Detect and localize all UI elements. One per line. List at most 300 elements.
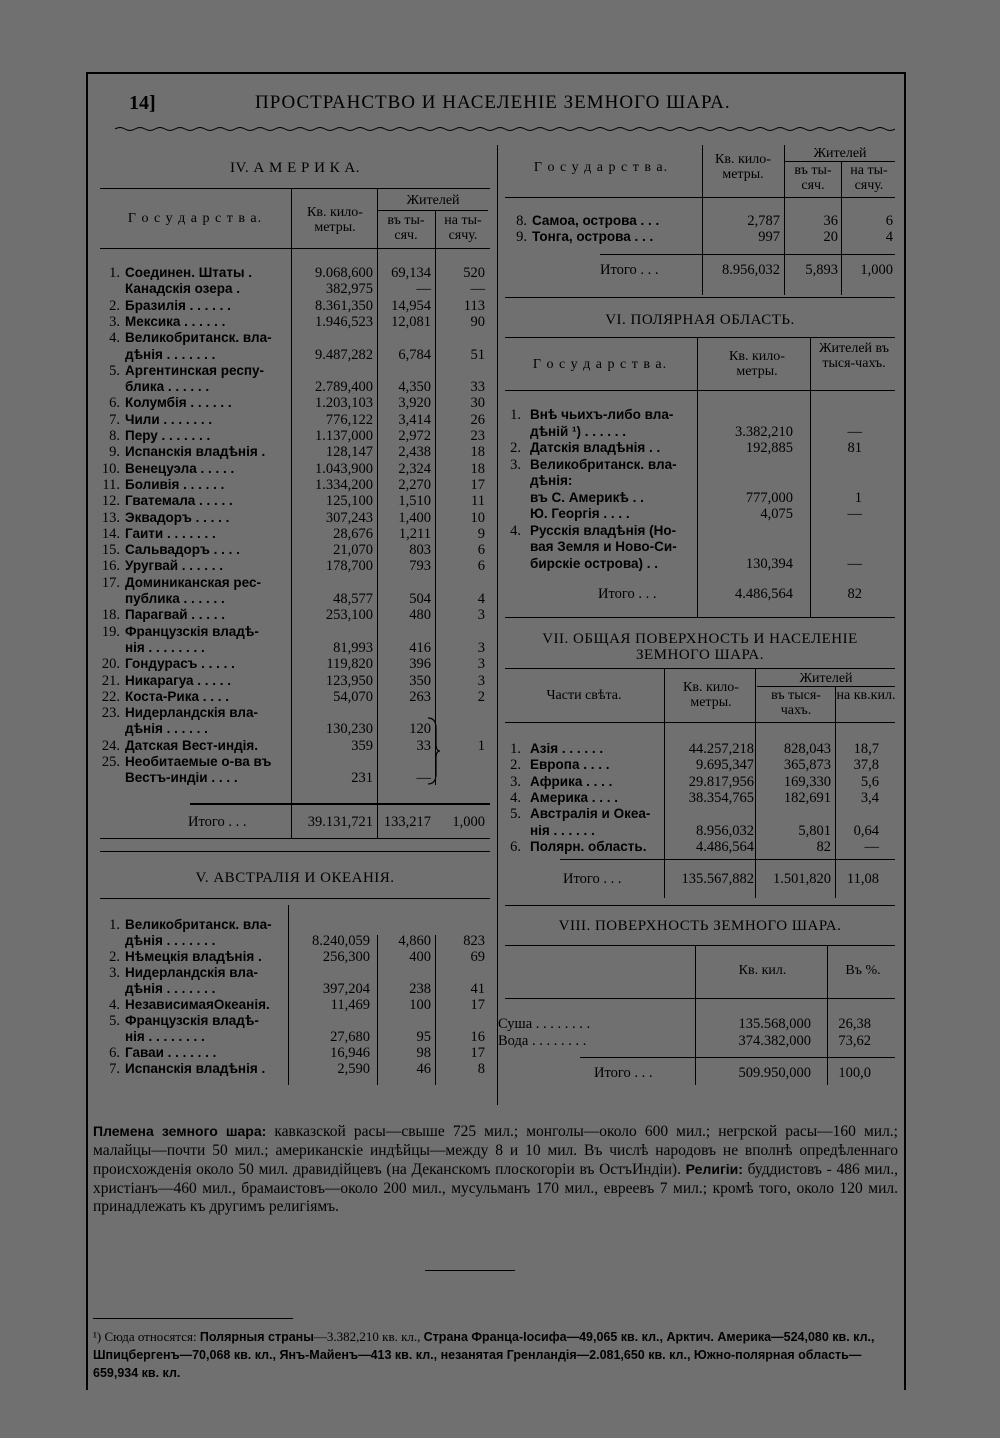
row-per: 6 — [477, 542, 485, 559]
row-th: 2,438 — [398, 444, 431, 461]
rule — [505, 617, 895, 618]
rt-col-thous: въ ты-сяч. — [794, 163, 832, 193]
footnote-rule — [93, 1318, 293, 1319]
rule — [505, 337, 895, 338]
row-km: 38.354,765 — [688, 789, 754, 806]
row-th: — — [847, 506, 862, 522]
row-name: въ С. Америкѣ . . — [530, 489, 644, 505]
page-frame-right — [904, 72, 906, 1390]
row-per: 5,6 — [860, 773, 879, 790]
australia-title: V. АВСТРАЛІЯ И ОКЕАНІЯ. — [195, 870, 395, 886]
row-name: Вода . . . . . . . . — [498, 1032, 587, 1049]
general-col-mil: на кв.кил. — [836, 688, 896, 703]
row-th: 98 — [416, 1045, 431, 1061]
row-number: 23. — [101, 705, 120, 722]
rule — [560, 859, 895, 860]
general-col-inhab: Жителей — [799, 671, 853, 686]
row-number: 8. — [109, 428, 120, 444]
rule — [190, 803, 490, 805]
row-name: нія . . . . . . — [530, 822, 595, 838]
row-number: 6. — [109, 1045, 120, 1061]
row-per: 6 — [477, 558, 485, 575]
footnote-bold-2: Страна Франца-Іосифа—49,065 кв. кл., Арктич. Америка—524,080 кв. кл., Шпицбергенъ—70,068 кв. кл., Янъ-Майенъ—413 кв. кл., незанятая Гренландія—2.081,650 кв. кл., Южно-полярная область—659,934 кв. кл. — [93, 1330, 875, 1380]
general-total-per: 11,08 — [846, 871, 879, 887]
center-divider — [497, 145, 498, 1105]
row-km: 130,394 — [745, 555, 793, 572]
row-name: Колумбія . . . . . . — [125, 395, 232, 411]
row-name: Африка . . . . — [530, 773, 613, 789]
row-name: Азія . . . . . . — [530, 741, 604, 756]
row-km: 397,204 — [322, 981, 370, 997]
tribes-religions-paragraph — [93, 1122, 898, 1217]
row-per: 26 — [470, 411, 485, 428]
general-title: VII. ОБЩАЯ ПОВЕРХНОСТЬ И НАСЕЛЕНІЕ ЗЕМНОГО ШАРА. — [542, 631, 858, 663]
row-km: 9.487,282 — [315, 346, 373, 363]
row-per: 3 — [477, 639, 485, 656]
row-name: вая Земля и Ново-Си- — [530, 539, 677, 554]
rule — [580, 1057, 895, 1058]
row-per: 30 — [470, 395, 485, 412]
row-th: 2,270 — [398, 476, 431, 493]
general-col-part: Части свѣта. — [546, 688, 622, 703]
row-name: Русскія владѣнія (Но- — [530, 522, 677, 538]
row-th: 4,860 — [398, 933, 431, 949]
row-name: Мексика . . . . . . — [125, 313, 226, 329]
polar-title: VI. ПОЛЯРНАЯ ОБЛАСТЬ. — [605, 312, 795, 328]
row-th: 20 — [823, 229, 838, 245]
row-th: 263 — [409, 688, 431, 705]
row-name: Испанскія владѣнія . — [125, 1061, 266, 1076]
row-km: 776,122 — [325, 411, 373, 428]
row-number: 1. — [510, 741, 521, 757]
row-name: Коста-Рика . . . . — [125, 688, 230, 704]
row-th: 3,414 — [398, 411, 431, 428]
row-number: 11. — [102, 476, 120, 493]
rt-col-km: Кв. кило-метры. — [715, 152, 771, 182]
surface-total-pct: 100,0 — [838, 1065, 871, 1081]
general-col-thous: въ тыся-чахъ. — [771, 688, 821, 718]
row-km: 29.817,956 — [688, 773, 754, 790]
row-number: 10. — [101, 460, 120, 477]
row-per: 3 — [477, 672, 485, 689]
row-name: Европа . . . . — [530, 757, 610, 773]
general-total-label: Итого . . . — [563, 871, 622, 887]
row-th: 793 — [409, 558, 431, 575]
row-name: Уругвай . . . . . . — [125, 558, 224, 574]
row-number: 4. — [109, 330, 120, 347]
row-per: 1 — [477, 737, 485, 754]
row-th: 12,081 — [391, 313, 431, 330]
row-number: 21. — [101, 672, 120, 689]
america-col-state: Г о с у д а р с т в а. — [127, 211, 263, 226]
row-number: 1. — [109, 265, 120, 281]
row-per: 17 — [470, 1045, 485, 1061]
row-km: 21,070 — [333, 542, 373, 559]
row-number: 14. — [101, 525, 120, 542]
brace — [426, 716, 442, 786]
row-km: 8.956,032 — [696, 822, 754, 839]
row-km: 1.946,523 — [315, 313, 373, 330]
row-km: 359 — [351, 737, 373, 754]
row-name: Эквадоръ . . . . . — [125, 509, 230, 525]
row-number: 22. — [101, 688, 120, 705]
row-name: Внѣ чьихъ-либо вла- — [530, 407, 674, 422]
row-name: Великобританск. вла- — [125, 917, 272, 932]
rule — [100, 838, 490, 839]
row-name: Канадскія озера . — [125, 281, 240, 297]
row-km: 374.382,000 — [738, 1032, 811, 1049]
row-number: 4. — [109, 997, 120, 1013]
row-number: 12. — [101, 493, 120, 510]
row-km: 2,590 — [337, 1061, 370, 1077]
row-name: Аргентинская респу- — [125, 362, 264, 378]
row-number: 3. — [510, 456, 521, 473]
row-name: дѣнія . . . . . . — [125, 721, 208, 737]
row-th: 33 — [416, 737, 431, 754]
america-total-label: Итого . . . — [188, 814, 247, 830]
row-number: 5. — [109, 1013, 120, 1029]
row-th: — — [847, 423, 862, 440]
row-name: Парагвай . . . . . — [125, 607, 226, 623]
row-name: бирскіе острова) . . — [530, 555, 658, 571]
row-number: 20. — [101, 656, 120, 673]
row-number: 4. — [510, 789, 521, 806]
row-th: 82 — [816, 838, 831, 855]
rule — [505, 945, 895, 946]
row-th: 5,801 — [798, 822, 831, 839]
row-number: 4. — [510, 522, 521, 539]
row-km: 54,070 — [333, 688, 373, 705]
row-per: 18,7 — [853, 741, 879, 757]
rule — [100, 188, 490, 189]
america-total-per: 1,000 — [452, 814, 485, 830]
row-name: Самоа, острова . . . — [532, 213, 660, 228]
row-name: дѣній ¹) . . . . . . — [530, 423, 627, 439]
row-km: 1.334,200 — [315, 476, 373, 493]
row-name: Великобританск. вла- — [125, 330, 272, 346]
row-number: 24. — [101, 737, 120, 754]
row-name: Доминиканская рес- — [125, 574, 261, 590]
row-name: Вестъ-индіи . . . . — [125, 770, 238, 786]
row-name: Французскія владѣ- — [125, 623, 259, 639]
row-km: 178,700 — [325, 558, 373, 575]
row-number: 9. — [516, 229, 527, 245]
row-name: Французскія владѣ- — [125, 1013, 259, 1028]
row-number: 5. — [510, 806, 521, 823]
rule — [505, 905, 895, 906]
row-th: 504 — [409, 591, 431, 607]
row-km: 44.257,218 — [688, 741, 754, 757]
row-per: 8 — [477, 1061, 485, 1077]
rule — [100, 851, 490, 852]
row-number: 17. — [101, 574, 120, 591]
row-km: 27,680 — [330, 1029, 370, 1045]
row-name: Никарагуа . . . . . — [125, 672, 232, 688]
america-col-km: Кв. кило-метры. — [307, 205, 363, 235]
rt-total-km: 8.956,032 — [722, 262, 780, 278]
rt-total-label: Итого . . . — [600, 262, 659, 278]
row-th: 169,330 — [783, 773, 831, 790]
row-name: Гватемала . . . . . — [125, 493, 233, 509]
rule — [785, 161, 895, 162]
row-th: 2,324 — [398, 460, 431, 477]
rule — [505, 390, 895, 391]
row-per: 3 — [477, 656, 485, 673]
row-th: 6,784 — [398, 346, 431, 363]
row-per: 18 — [470, 460, 485, 477]
row-name: НезависимаяОкеанія. — [125, 997, 270, 1012]
row-th: 46 — [416, 1061, 431, 1077]
row-per: 823 — [463, 933, 485, 949]
row-th: 36 — [823, 213, 838, 229]
america-total-thous: 133,217 — [383, 814, 431, 830]
row-name: Суша . . . . . . . . — [498, 1016, 591, 1032]
row-per: 16 — [470, 1029, 485, 1045]
row-name: Австралія и Океа- — [530, 806, 651, 822]
row-per: 41 — [470, 981, 485, 997]
row-number: 13. — [101, 509, 120, 526]
row-name: дѣнія . . . . . . . — [125, 933, 216, 948]
rt-total-thous: 5,893 — [805, 262, 838, 278]
row-per: 33 — [470, 379, 485, 396]
row-number: 9. — [109, 444, 120, 461]
rule — [757, 686, 895, 687]
row-per: 3 — [477, 607, 485, 624]
row-per: 6 — [885, 213, 893, 229]
row-name: Необитаемые о-ва въ — [125, 754, 272, 769]
row-km: 8.361,350 — [315, 297, 373, 314]
row-name: дѣнія: — [530, 473, 573, 488]
row-name: Бразилія . . . . . . — [125, 297, 231, 313]
rule — [505, 998, 895, 999]
row-name: Гондурасъ . . . . . — [125, 656, 235, 672]
row-number: 8. — [516, 213, 527, 229]
row-per: 69 — [470, 949, 485, 965]
row-number: 19. — [101, 623, 120, 640]
wavy-rule — [115, 126, 895, 132]
row-per: 11 — [471, 493, 485, 510]
row-name: нія . . . . . . . . — [125, 639, 205, 655]
row-name: Тонга, острова . . . — [532, 229, 654, 244]
page-frame-top — [86, 72, 906, 74]
row-km: 256,300 — [322, 949, 370, 965]
row-number: 7. — [109, 1061, 120, 1077]
row-km: 130,230 — [325, 721, 373, 738]
rule — [600, 254, 895, 255]
row-per: — — [864, 838, 879, 855]
surface-title: VIII. ПОВЕРХНОСТЬ ЗЕМНОГО ШАРА. — [558, 918, 842, 934]
row-th: 81 — [847, 440, 862, 456]
polar-total-km: 4.486,564 — [735, 586, 793, 602]
row-per: 17 — [470, 476, 485, 493]
row-pct: 26,38 — [838, 1016, 871, 1032]
row-th: 1 — [854, 489, 862, 506]
separator-rule — [425, 1270, 515, 1271]
rule — [100, 898, 490, 899]
rule — [505, 668, 895, 669]
row-th: 828,043 — [783, 741, 831, 757]
footnote-bold-1: Полярныя страны — [199, 1330, 314, 1344]
religions-heading: Религіи: — [685, 1161, 743, 1177]
row-km: 119,820 — [326, 656, 373, 673]
row-km: 192,885 — [745, 440, 793, 456]
row-th: 1,211 — [398, 525, 431, 542]
america-col-inhab: Жителей — [406, 193, 460, 208]
row-th: 100 — [409, 997, 431, 1013]
row-name: нія . . . . . . . . — [125, 1029, 205, 1044]
row-per: 4 — [477, 591, 485, 607]
row-th: 14,954 — [391, 297, 431, 314]
page-frame-left — [86, 72, 88, 1390]
row-th: — — [416, 281, 431, 298]
row-per: 9 — [477, 525, 485, 542]
general-total-thous: 1.501,820 — [773, 871, 831, 887]
rule — [100, 248, 490, 249]
rt-col-state: Г о с у д а р с т в а. — [533, 160, 669, 175]
row-number: 3. — [510, 773, 521, 790]
rule — [810, 337, 811, 617]
row-name: Соединен. Штаты . — [125, 265, 253, 280]
row-per: 2 — [477, 688, 485, 705]
row-km: 8.240,059 — [312, 933, 370, 949]
america-total-km: 39.131,721 — [307, 814, 373, 830]
rt-total-per: 1,000 — [860, 262, 893, 278]
row-per: 10 — [470, 509, 485, 526]
row-per: 3,4 — [860, 789, 879, 806]
row-th: 3,920 — [398, 395, 431, 412]
row-number: 2. — [109, 949, 120, 965]
row-number: 3. — [109, 313, 120, 330]
row-number: 16. — [101, 558, 120, 575]
row-name: Гаити . . . . . . . — [125, 525, 216, 541]
row-km: 307,243 — [325, 509, 373, 526]
row-th: 182,691 — [783, 789, 831, 806]
row-km: 48,577 — [333, 591, 373, 607]
row-th: 480 — [409, 607, 431, 624]
rule — [505, 722, 895, 723]
religions-text: буддистовъ - 486 мил., христіанъ—460 мил., брамаистовъ—около 200 мил., мусульманъ 170 мил., евреевъ 7 мил.; кромѣ того, около 120 мил. принадлежать къ другимъ религіямъ. — [93, 1161, 898, 1215]
rule — [505, 297, 895, 298]
row-name: Ю. Георгія . . . . — [530, 506, 630, 521]
row-th: 350 — [409, 672, 431, 689]
row-th: 238 — [409, 981, 431, 997]
row-name: дѣнія . . . . . . . — [125, 346, 216, 362]
america-col-thous: въ ты-сяч. — [387, 213, 425, 243]
row-name: публика . . . . . . — [125, 591, 225, 606]
row-per: 0,64 — [853, 822, 879, 839]
row-number: 2. — [109, 297, 120, 314]
rt-col-inhab: Жителей — [813, 146, 867, 161]
tribes-text: кавказской расы—свыше 725 мил.; монголы—около 600 мил.; негрской расы—160 мил.; малайцы—почти 50 мил.; американскіе индѣйцы—между 8 и 10 мил. Въ числѣ народовъ не вполнѣ опредѣленнаго происхожденія около 50 мил. дравидійцевъ (на Деканскомъ плоскогоріи въ ОстъИндіи). — [93, 1123, 898, 1178]
row-per: 90 — [470, 313, 485, 330]
row-name: Датскія владѣнія . . — [530, 440, 661, 455]
row-th: 1,510 — [398, 493, 431, 510]
row-km: 28,676 — [333, 525, 373, 542]
row-th: 400 — [409, 949, 431, 965]
row-km: 777,000 — [745, 489, 793, 506]
row-th: 95 — [416, 1029, 431, 1045]
tribes-heading: Племена земного шара: — [93, 1123, 267, 1139]
footnote-intro: ¹) Сюда относятся: — [93, 1329, 200, 1344]
america-title: IV. А М Е Р И К А. — [230, 160, 360, 176]
surface-total-label: Итого . . . — [594, 1065, 653, 1081]
row-km: 253,100 — [325, 607, 373, 624]
row-name: Нѣмецкія владѣнія . — [125, 949, 262, 964]
row-th: 1,400 — [398, 509, 431, 526]
row-per: — — [470, 281, 485, 298]
row-number: 5. — [109, 362, 120, 379]
rule — [505, 197, 895, 198]
surface-total-km: 509.950,000 — [738, 1065, 811, 1081]
row-km: 16,946 — [330, 1045, 370, 1061]
surface-col-pct: Въ %. — [845, 963, 881, 978]
rule — [695, 945, 696, 1085]
general-total-km: 135.567,882 — [681, 871, 754, 887]
row-name: Полярн. область. — [530, 838, 647, 854]
row-th: 2,972 — [398, 428, 431, 444]
footnote-text: —3.382,210 кв. кл., — [313, 1329, 424, 1344]
row-km: 1.137,000 — [315, 428, 373, 444]
row-name: Нидерландскія вла- — [125, 705, 259, 721]
row-km: 1.043,900 — [315, 460, 373, 477]
row-km: 1.203,103 — [315, 395, 373, 412]
row-name: Гаваи . . . . . . . — [125, 1045, 217, 1060]
row-per: 520 — [463, 265, 485, 281]
row-th: 803 — [409, 542, 431, 559]
rt-col-per: на ты-сячу. — [850, 163, 888, 193]
row-number: 6. — [109, 395, 120, 412]
row-number: 25. — [101, 754, 120, 770]
polar-total-label: Итого . . . — [598, 586, 657, 602]
row-name: Венецуэла . . . . . — [125, 460, 235, 476]
row-name: Боливія . . . . . . — [125, 476, 225, 492]
row-km: 2,787 — [747, 213, 780, 229]
america-col-per: на ты-сячу. — [444, 213, 482, 243]
row-number: 3. — [109, 965, 120, 981]
row-th: — — [416, 770, 431, 787]
rule — [697, 337, 698, 617]
page-header — [115, 92, 905, 120]
rule — [827, 945, 828, 1085]
row-th: 396 — [409, 656, 431, 673]
row-number: 6. — [510, 838, 521, 855]
row-per: 51 — [470, 346, 485, 363]
surface-col-km: Кв. кил. — [738, 963, 787, 978]
row-km: 4.486,564 — [696, 838, 754, 855]
row-per: 113 — [463, 297, 485, 314]
row-th: 120 — [409, 721, 431, 738]
row-per: 18 — [470, 444, 485, 461]
row-th: 416 — [409, 639, 431, 656]
row-km: 9.695,347 — [696, 757, 754, 774]
row-number: 2. — [510, 440, 521, 456]
row-th: 365,873 — [783, 757, 831, 774]
polar-total-thous: 82 — [847, 586, 862, 602]
row-per: 17 — [470, 997, 485, 1013]
row-th: 4,350 — [398, 379, 431, 396]
row-number: 7. — [109, 411, 120, 428]
row-km: 997 — [758, 229, 780, 245]
row-km: 382,975 — [325, 281, 373, 298]
row-km: 128,147 — [325, 444, 373, 461]
row-pct: 73,62 — [838, 1032, 871, 1049]
row-name: Датская Вест-индія. — [125, 737, 259, 753]
page-title: ПРОСТРАНСТВО И НАСЕЛЕНІЕ ЗЕМНОГО ШАРА. — [255, 92, 731, 113]
row-name: Нидерландскія вла- — [125, 965, 259, 980]
row-name: блика . . . . . . — [125, 379, 210, 395]
row-per: 4 — [885, 229, 893, 245]
row-km: 11,469 — [330, 997, 370, 1013]
